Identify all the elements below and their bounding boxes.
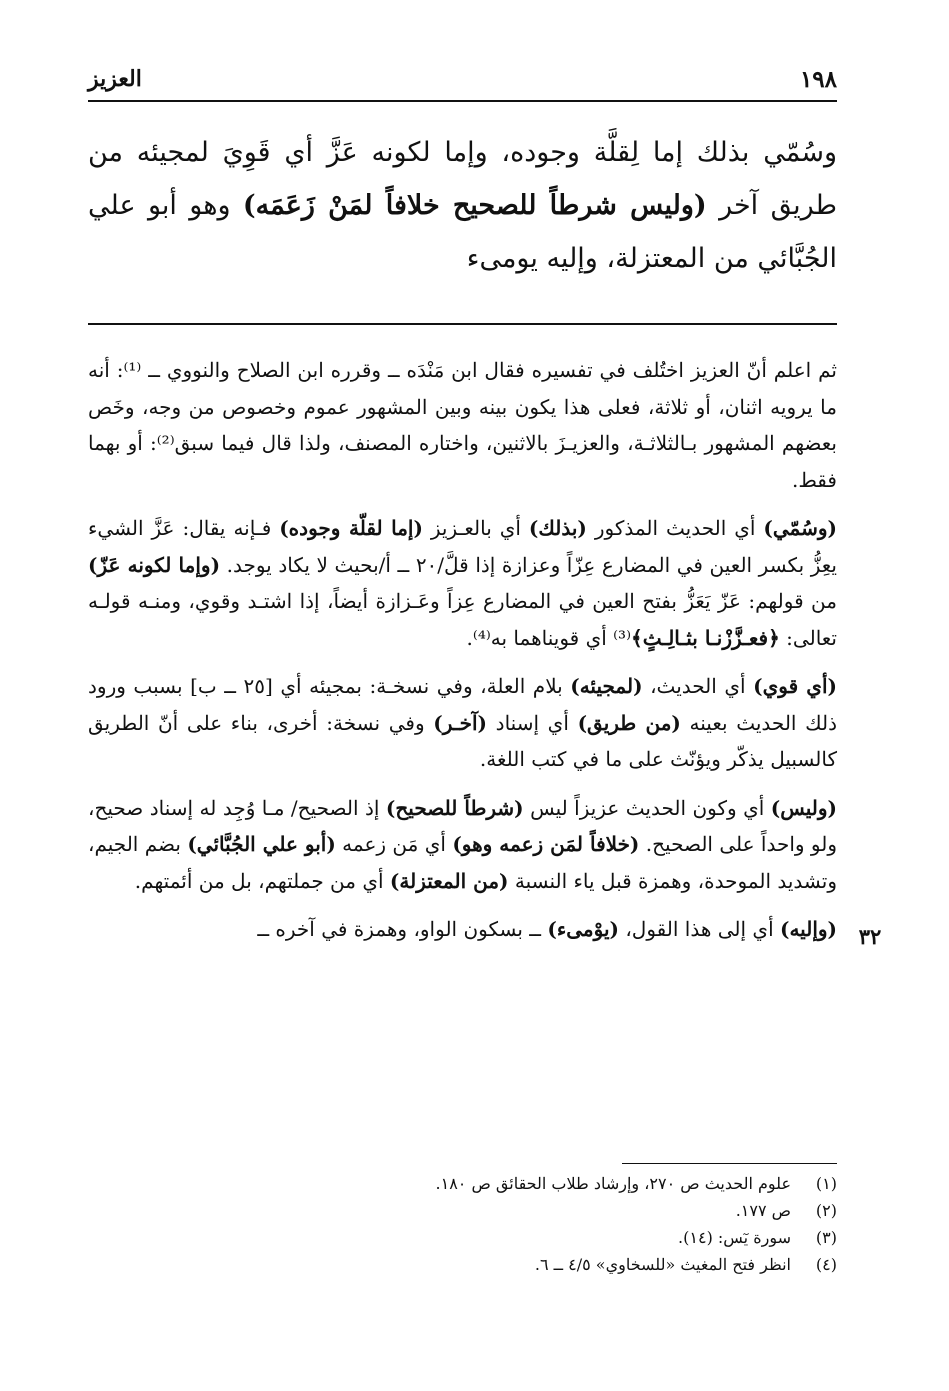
bold-term: (وإما لكونه عَزّ) [88, 552, 221, 577]
bold-term: (من المعتزلة) [389, 868, 509, 893]
commentary-text: أي إلى هذا القول، [618, 917, 780, 941]
commentary-text: أي الحديث المذكور [586, 516, 764, 540]
commentary-text: ⁽³⁾ أي قويناهما به⁽⁴⁾. [466, 625, 631, 650]
commentary-text: بضم الجيم، وتشديد الموحدة، وهمزة قبل ياء النسبة [88, 832, 837, 893]
bold-term: (يوْمىء) [547, 917, 619, 941]
footnote-number: (٣) [815, 1228, 837, 1247]
bold-term: (آخـر) [433, 710, 488, 735]
commentary-text: أي بالعـزيز [422, 516, 529, 540]
header-rule [88, 100, 837, 102]
footnote-text: سورة يٓس: (١٤). [678, 1228, 791, 1247]
bold-term: (وإليه) [780, 917, 837, 941]
margin-folio-number: ٣٢ [858, 924, 882, 949]
bold-term: (بذلك) [528, 516, 587, 540]
footnote-2 [200, 1197, 837, 1224]
bold-term: (أبو علي الجُبَّائي) [187, 832, 336, 856]
footnote-number: (١) [815, 1174, 837, 1193]
commentary-text: بلام العلة، وفي نسخـة: بمجيئه أي [٢٥ ــ ب] بسبب ورود ذلك الحديث بعينه [88, 674, 837, 735]
commentary-text: أي مَن زعمه [335, 832, 453, 856]
footnote-number: (٤) [815, 1255, 837, 1274]
main-text-part-2: وهو أبو علي الجُبَّائي من المعتزلة، وإليه يومىء [88, 190, 837, 274]
commentary-paragraph-3 [88, 668, 837, 778]
footnote-text: انظر فتح المغيث «للسخاوي» ٤/٥ ــ ٦. [534, 1255, 791, 1274]
footnote-rule [622, 1163, 837, 1164]
footnotes [200, 1170, 837, 1278]
commentary-text: أي وكون الحديث عزيزاً ليس [523, 795, 771, 820]
commentary-text: أي من جملتهم، بل من أئمتهم. [134, 868, 390, 893]
footnote-text: علوم الحديث ص ٢٧٠، وإرشاد طلاب الحقائق ص ١٨٠. [435, 1174, 791, 1193]
commentary-text: أي الحديث، [642, 674, 754, 698]
bold-term: (لمجيئه) [570, 674, 643, 698]
bold-term: (من طريق) [577, 710, 681, 735]
commentary-text: أي إسناد [487, 710, 578, 735]
bold-term: (وسُمّي) [763, 516, 837, 540]
chapter-title: العزيز [88, 66, 142, 92]
commentary-paragraph-1: ثم اعلم أنّ العزيز اختُلف في تفسيره فقال ابن مَنْدَه ــ وقرره ابن الصلاح والنووي ــ ⁽¹⁾: أنه ما يرويه اثنان، أو ثلاثة، فعلى هذا يكون بينه وبين المشهور عموم وخصوص من وجه، وخَص بعضهم المشهور بـالثلاثـة، والعزيـزَ بالاثنين، واختاره المصنف، ولذا قال فيما سبق⁽²⁾: أو بهما فقط. [88, 358, 837, 492]
commentary-text: ــ بسكون الواو، وهمزة في آخره ــ [257, 917, 548, 941]
bold-term: (وليس) [770, 795, 838, 820]
bold-term: (أي قوي) [753, 674, 837, 698]
commentary-paragraph-2 [88, 510, 837, 656]
bold-term: (شرطاً للصحيح) [385, 795, 524, 820]
section-divider [88, 323, 837, 325]
commentary-text: إذ الصحيح/ مـا وُجِد له إسناد صحيح، ولو واحداً على الصحيح. [88, 795, 838, 856]
bold-term: (خلافاً لمَن زعمه وهو) [452, 832, 640, 856]
footnote-4 [200, 1251, 837, 1278]
main-text-part-1: وسُمّي بذلك إما لِقلَّة وجوده، وإما لكونه عَزَّ أي قَوِيَ لمجيئه من طريق آخر [88, 137, 837, 221]
main-text-bold: (وليس شرطاً للصحيح خلافاً لمَنْ زَعَمَه) [242, 190, 707, 221]
bold-term: (إما لقلّة وجوده) [279, 516, 423, 540]
commentary-paragraph-4 [88, 790, 837, 900]
commentary-paragraph-5 [88, 911, 837, 948]
footnote-3 [200, 1224, 837, 1251]
footnote-number: (٢) [815, 1201, 837, 1220]
footnote-text: ص ١٧٧. [735, 1201, 791, 1220]
main-text [88, 126, 837, 285]
commentary-text: وفي نسخة: أخرى، بناء على أنّ الطريق كالسبيل يذكّر ويؤنّث على ما في كتب اللغة. [88, 710, 837, 771]
footnote-1 [200, 1170, 837, 1197]
commentary-text: فـإنه يقال: عَزَّ الشيء يعِزُّ بكسر العين في المضارع عِزّاً وعزازة إذا قلَّ/٢٠ ــ أ/بحيث لا يكاد يوجد. [88, 516, 837, 577]
commentary [88, 352, 837, 948]
commentary-text: من قولهم: عَزّ يَعَزُّ بفتح العين في المضارع عِزاً وعَـزازة أيضاً، إذا اشتـد وقوي، ومنـه قولـه تعالى: [88, 589, 837, 650]
running-header [88, 62, 837, 96]
quran-quote: ﴿فعـزَّزْنـا بثـالِـثٍ﴾ [631, 625, 780, 650]
page-number: ١٩٨ [799, 65, 837, 93]
